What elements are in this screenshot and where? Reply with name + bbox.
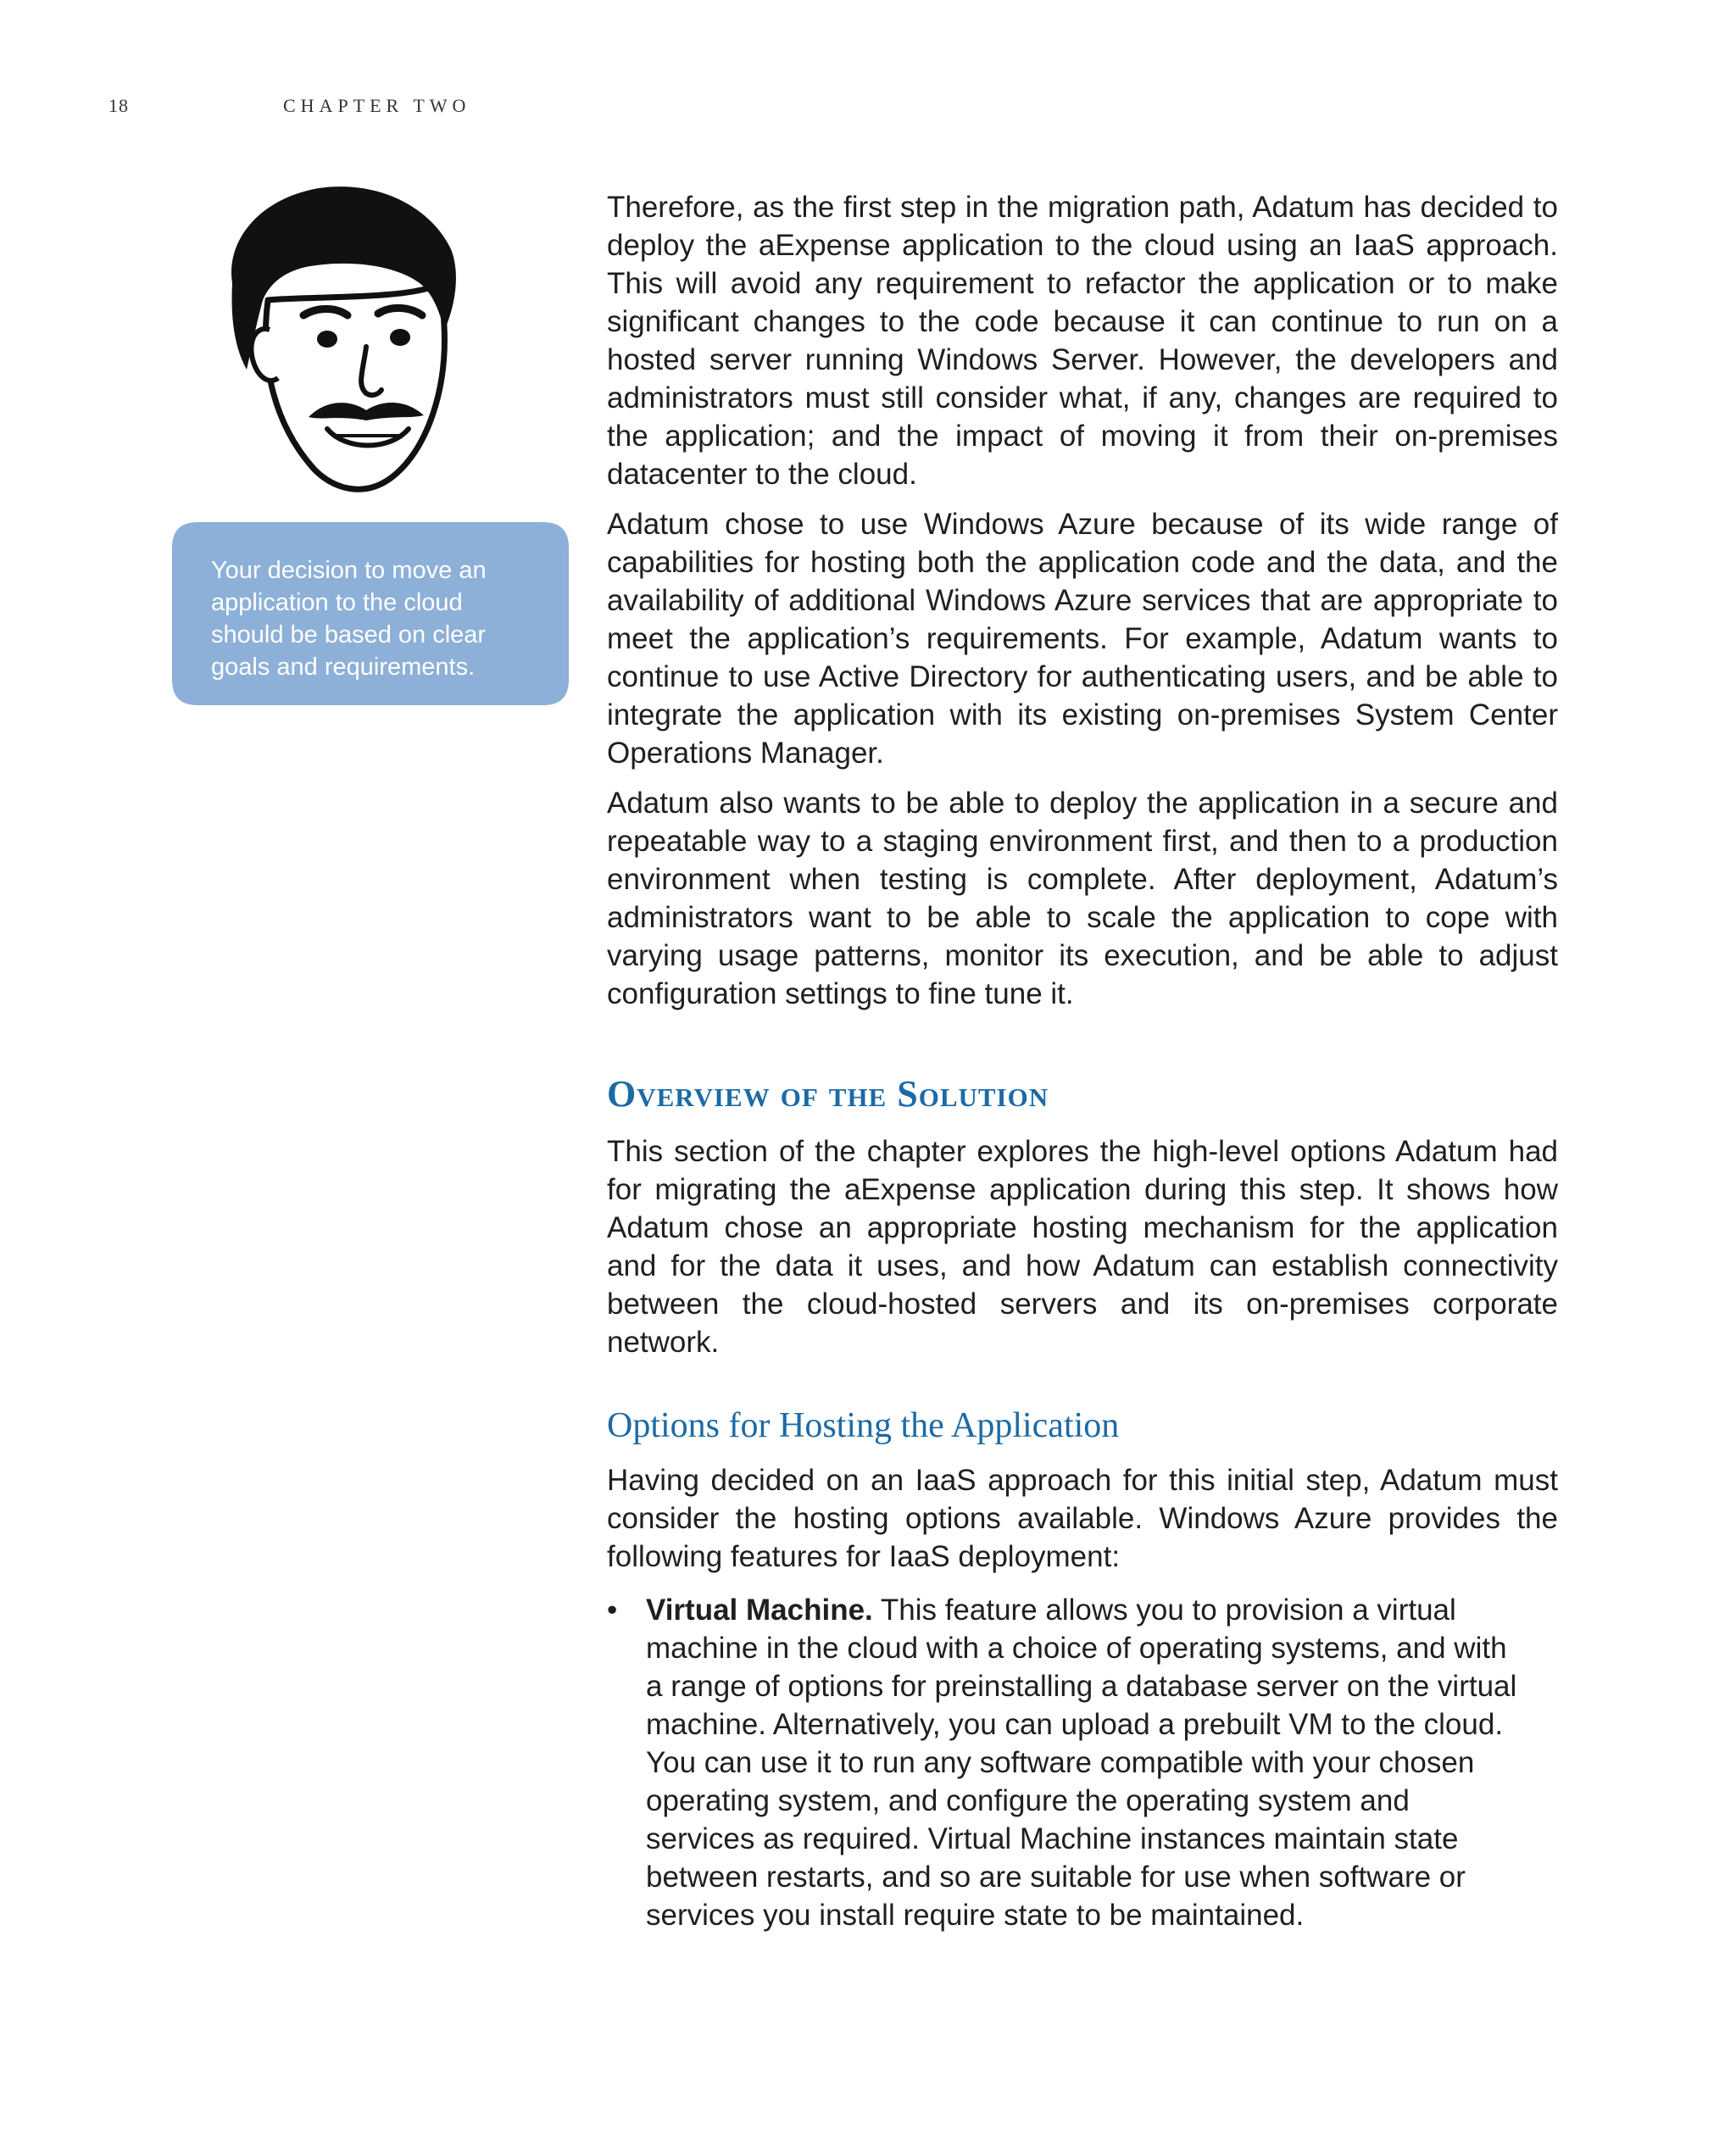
bullet-icon: • <box>607 1594 618 1627</box>
sidebar-callout <box>172 522 569 705</box>
paragraph: Adatum chose to use Windows Azure because of its wide range of capabilities for hosting both the application code and the data, and the availability of additional Windows Azure services that are appropriate to meet the application’s requirements. For example, Adatum wants to continue to use Active Directory for authenticating users, and be able to integrate the application with its existing on-premises System Center Operations Manager. <box>607 508 1558 770</box>
paragraph: Therefore, as the first step in the migration path, Adatum has decided to deploy the aExpense application to the cloud using an IaaS approach. This will avoid any requirement to refactor the application or to make significant changes to the code because it can continue to run on a hosted server running Windows Server. However, the developers and administrators must still consider what, if any, changes are required to the application; and the impact of moving it from their on-premises datacenter to the cloud. <box>607 191 1558 491</box>
page-number: 18 <box>108 95 129 116</box>
list-item <box>607 1591 1519 1934</box>
main-text <box>607 188 1558 1934</box>
bullet-text: This feature allows you to provision a virtual machine in the cloud with a choice of operating systems, and with a range of options for preinstalling a database server on the virtual machine. Alternatively, you can upload a prebuilt VM to the cloud. You can use it to run any software compatible with your chosen operating system, and configure the operating system and services as required. Virtual Machine instances maintain state between restarts, and so are suitable for use when software or services you install require state to be maintained. <box>646 1594 1517 1932</box>
callout-text: Your decision to move an application to the cloud should be based on clear goals and requirements. <box>211 557 487 681</box>
section-heading: Overview of the Solution <box>607 1073 1049 1115</box>
paragraph: Adatum also wants to be able to deploy the application in a secure and repeatable way to a staging environment first, and then to a production environment when testing is complete. After deployment, Adatum’s administrators want to be able to scale the application to cope with varying usage patterns, monitor its execution, and be able to adjust configuration settings to fine tune it. <box>607 787 1558 1010</box>
subsection-paragraph: Having decided on an IaaS approach for this initial step, Adatum must consider the hosting options available. Windows Azure provides the following features for IaaS deployment: <box>607 1464 1558 1573</box>
feature-list <box>607 1591 1558 1934</box>
bullet-term: Virtual Machine. <box>646 1594 873 1627</box>
chapter-label: CHAPTER TWO <box>283 95 471 116</box>
man-portrait-icon <box>209 181 468 520</box>
subsection-heading: Options for Hosting the Application <box>607 1406 1120 1445</box>
section-paragraph: This section of the chapter explores the high-level options Adatum had for migrating the aExpense application during this step. It shows how Adatum chose an appropriate hosting mechanism for the application and for the data it uses, and how Adatum can establish connectivity between the cloud-hosted servers and its on-premises corporate network. <box>607 1135 1558 1359</box>
